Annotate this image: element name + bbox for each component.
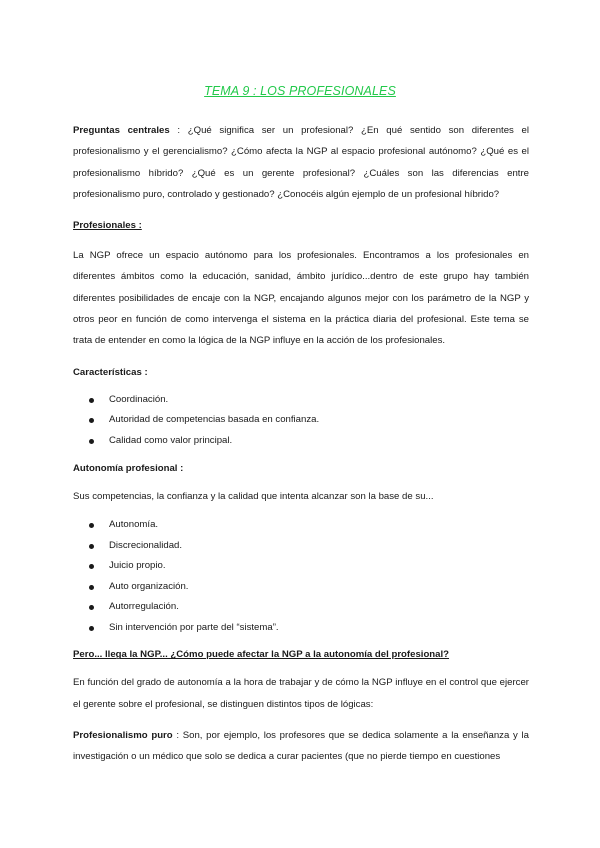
- profesionalismo-puro-paragraph: [73, 725, 529, 768]
- list-item: Coordinación.: [89, 390, 529, 411]
- list-item: Autoridad de competencias basada en confianza.: [89, 410, 529, 431]
- list-item: Juicio propio.: [89, 556, 529, 577]
- central-questions-paragraph: [73, 120, 529, 205]
- section-heading-autonomia: Autonomía profesional :: [73, 463, 184, 475]
- caracteristicas-list: [73, 390, 529, 452]
- list-item: Auto organización.: [89, 577, 529, 598]
- autonomia-list: [73, 515, 529, 638]
- page-title: TEMA 9 : LOS PROFESIONALES: [204, 84, 396, 98]
- section-heading-caracteristicas: Características :: [73, 366, 148, 378]
- list-item: Discrecionalidad.: [89, 536, 529, 557]
- profesionalismo-puro-text: : Son, por ejemplo, los profesores que se dedica solamente a la enseñanza y la investigación o un médico que solo se dedica a curar pacientes (que no pierde tiempo en cuestiones: [73, 730, 529, 763]
- section-heading-pero-ngp: Pero... llega la NGP... ¿Cómo puede afectar la NGP a la autonomía del profesional?: [73, 649, 450, 661]
- central-questions-label: Preguntas centrales: [73, 125, 170, 136]
- profesionalismo-puro-label: Profesionalismo puro: [73, 730, 173, 742]
- list-item: Autorregulación.: [89, 597, 529, 618]
- section-heading-profesionales: Profesionales :: [73, 220, 142, 232]
- document-body: [73, 120, 529, 768]
- list-item: Autonomía.: [89, 515, 529, 536]
- list-item: Sin intervención por parte del “sistema”.: [89, 618, 529, 639]
- list-item: Calidad como valor principal.: [89, 431, 529, 452]
- autonomia-intro: Sus competencias, la confianza y la calidad que intenta alcanzar son la base de su...: [73, 491, 434, 503]
- profesionales-paragraph: La NGP ofrece un espacio autónomo para los profesionales. Encontramos a los profesionales en diferentes ámbitos como la educación, sanidad, ámbito jurídico...dentro de este grupo hay también diferentes posibilidades de encaje con la NGP, encajando algunos mejor con los parámetro de la NGP y otros peor en función de como intervenga el sistema en la práctica diaria del profesional. Este tema se trata de entender en como la lógica de la NGP influye en la acción de los profesionales.: [73, 250, 529, 347]
- logicas-paragraph: En función del grado de autonomía a la hora de trabajar y de cómo la NGP influye en el control que ejercer el gerente sobre el profesional, se distinguen distintos tipos de lógicas:: [73, 677, 529, 710]
- central-questions-text: : ¿Qué significa ser un profesional? ¿En qué sentido son diferentes el profesionalismo y el gerencialismo? ¿Cómo afecta la NGP al espacio profesional autónomo? ¿Qué es el profesionalismo híbrido? ¿Qué es un gerente profesional? ¿Cuáles son las diferencias entre profesionalismo puro, controlado y gestionado? ¿Conocéis algún ejemplo de un profesional híbrido?: [73, 125, 529, 200]
